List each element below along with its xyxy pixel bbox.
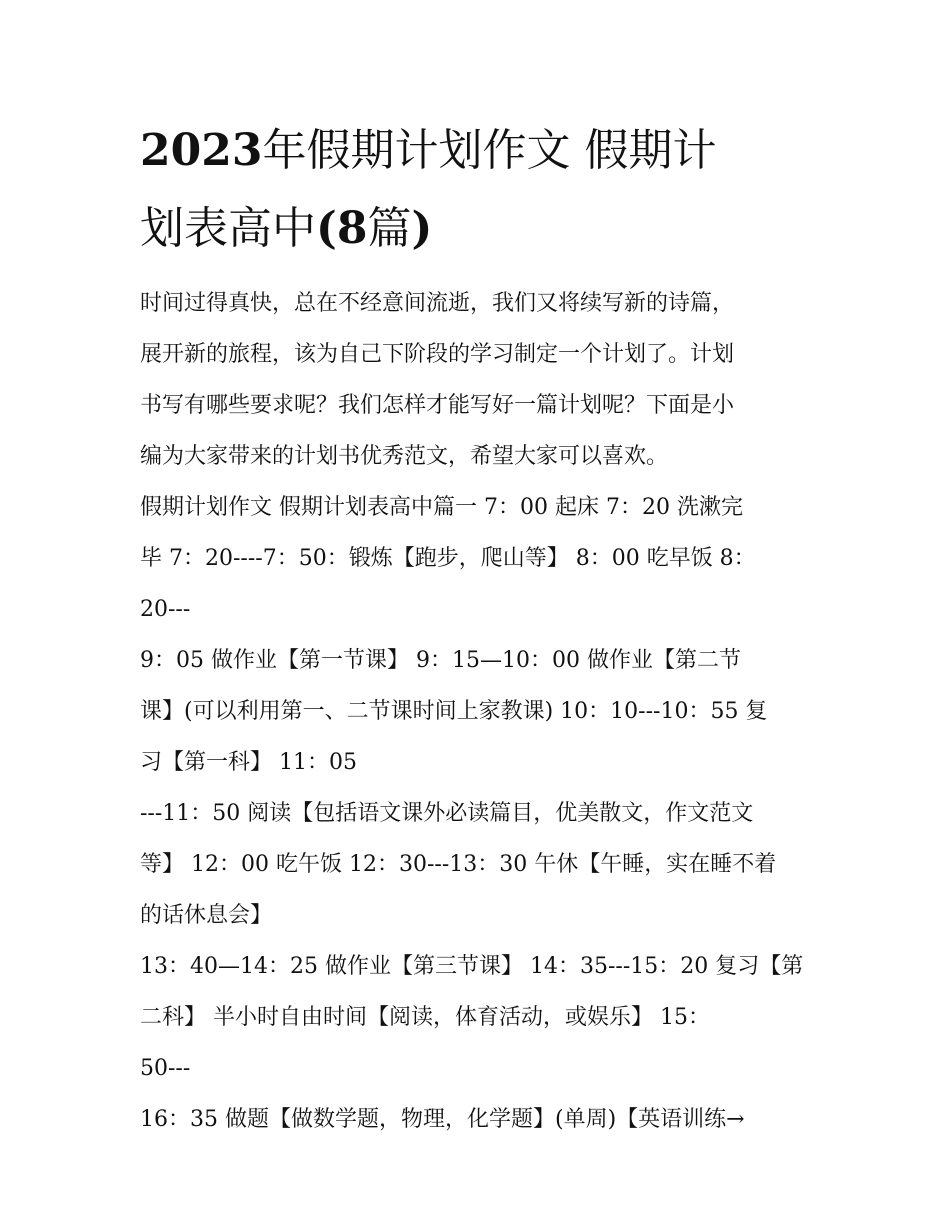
- title-line-1: [140, 112, 820, 190]
- body-line: 时间过得真快，总在不经意间流逝，我们又将续写新的诗篇，: [140, 291, 735, 316]
- body-line: 假期计划作文 假期计划表高中篇一 7：00 起床 7：20 洗漱完: [140, 495, 743, 520]
- title-line-1-text: 年假期计划作文 假期计: [262, 125, 717, 176]
- body-line: 等】 12：00 吃午饭 12：30---13：30 午休【午睡，实在睡不着: [140, 852, 777, 877]
- title-count-unit: 篇: [367, 203, 412, 254]
- title-count-close: ): [411, 203, 433, 254]
- body-line: 习【第一科】 11：05: [140, 750, 357, 775]
- body-line: 13：40—14：25 做作业【第三节课】 14：35---15：20 复习【第: [140, 954, 804, 979]
- document-body: [140, 278, 830, 1145]
- body-line: 课】(可以利用第一、二节课时间上家教课) 10：10---10：55 复: [140, 699, 768, 724]
- body-line: ---11：50 阅读【包括语文课外必读篇目，优美散文，作文范文: [140, 801, 754, 826]
- document-title: [140, 112, 820, 268]
- body-line: 二科】 半小时自由时间【阅读，体育活动，或娱乐】 15：: [140, 1005, 710, 1030]
- title-line-2-text: 划表高中: [140, 203, 316, 254]
- body-line: 的话休息会】: [140, 903, 273, 928]
- title-count-open: (8: [316, 203, 368, 254]
- body-line: 毕 7：20----7：50：锻炼【跑步，爬山等】 8：00 吃早饭 8：: [140, 546, 756, 571]
- body-line: 书写有哪些要求呢？我们怎样才能写好一篇计划呢？下面是小: [140, 393, 735, 418]
- body-line: 50---: [140, 1056, 191, 1081]
- body-line: 展开新的旅程，该为自己下阶段的学习制定一个计划了。计划: [140, 342, 735, 367]
- title-line-2: [140, 190, 820, 268]
- body-line: 9：05 做作业【第一节课】 9：15—10：00 做作业【第二节: [140, 648, 741, 673]
- body-line: 编为大家带来的计划书优秀范文，希望大家可以喜欢。: [140, 444, 669, 469]
- body-line: 20---: [140, 597, 191, 622]
- title-year: 2023: [140, 125, 263, 176]
- body-line: 16：35 做题【做数学题，物理，化学题】(单周)【英语训练→: [140, 1107, 745, 1132]
